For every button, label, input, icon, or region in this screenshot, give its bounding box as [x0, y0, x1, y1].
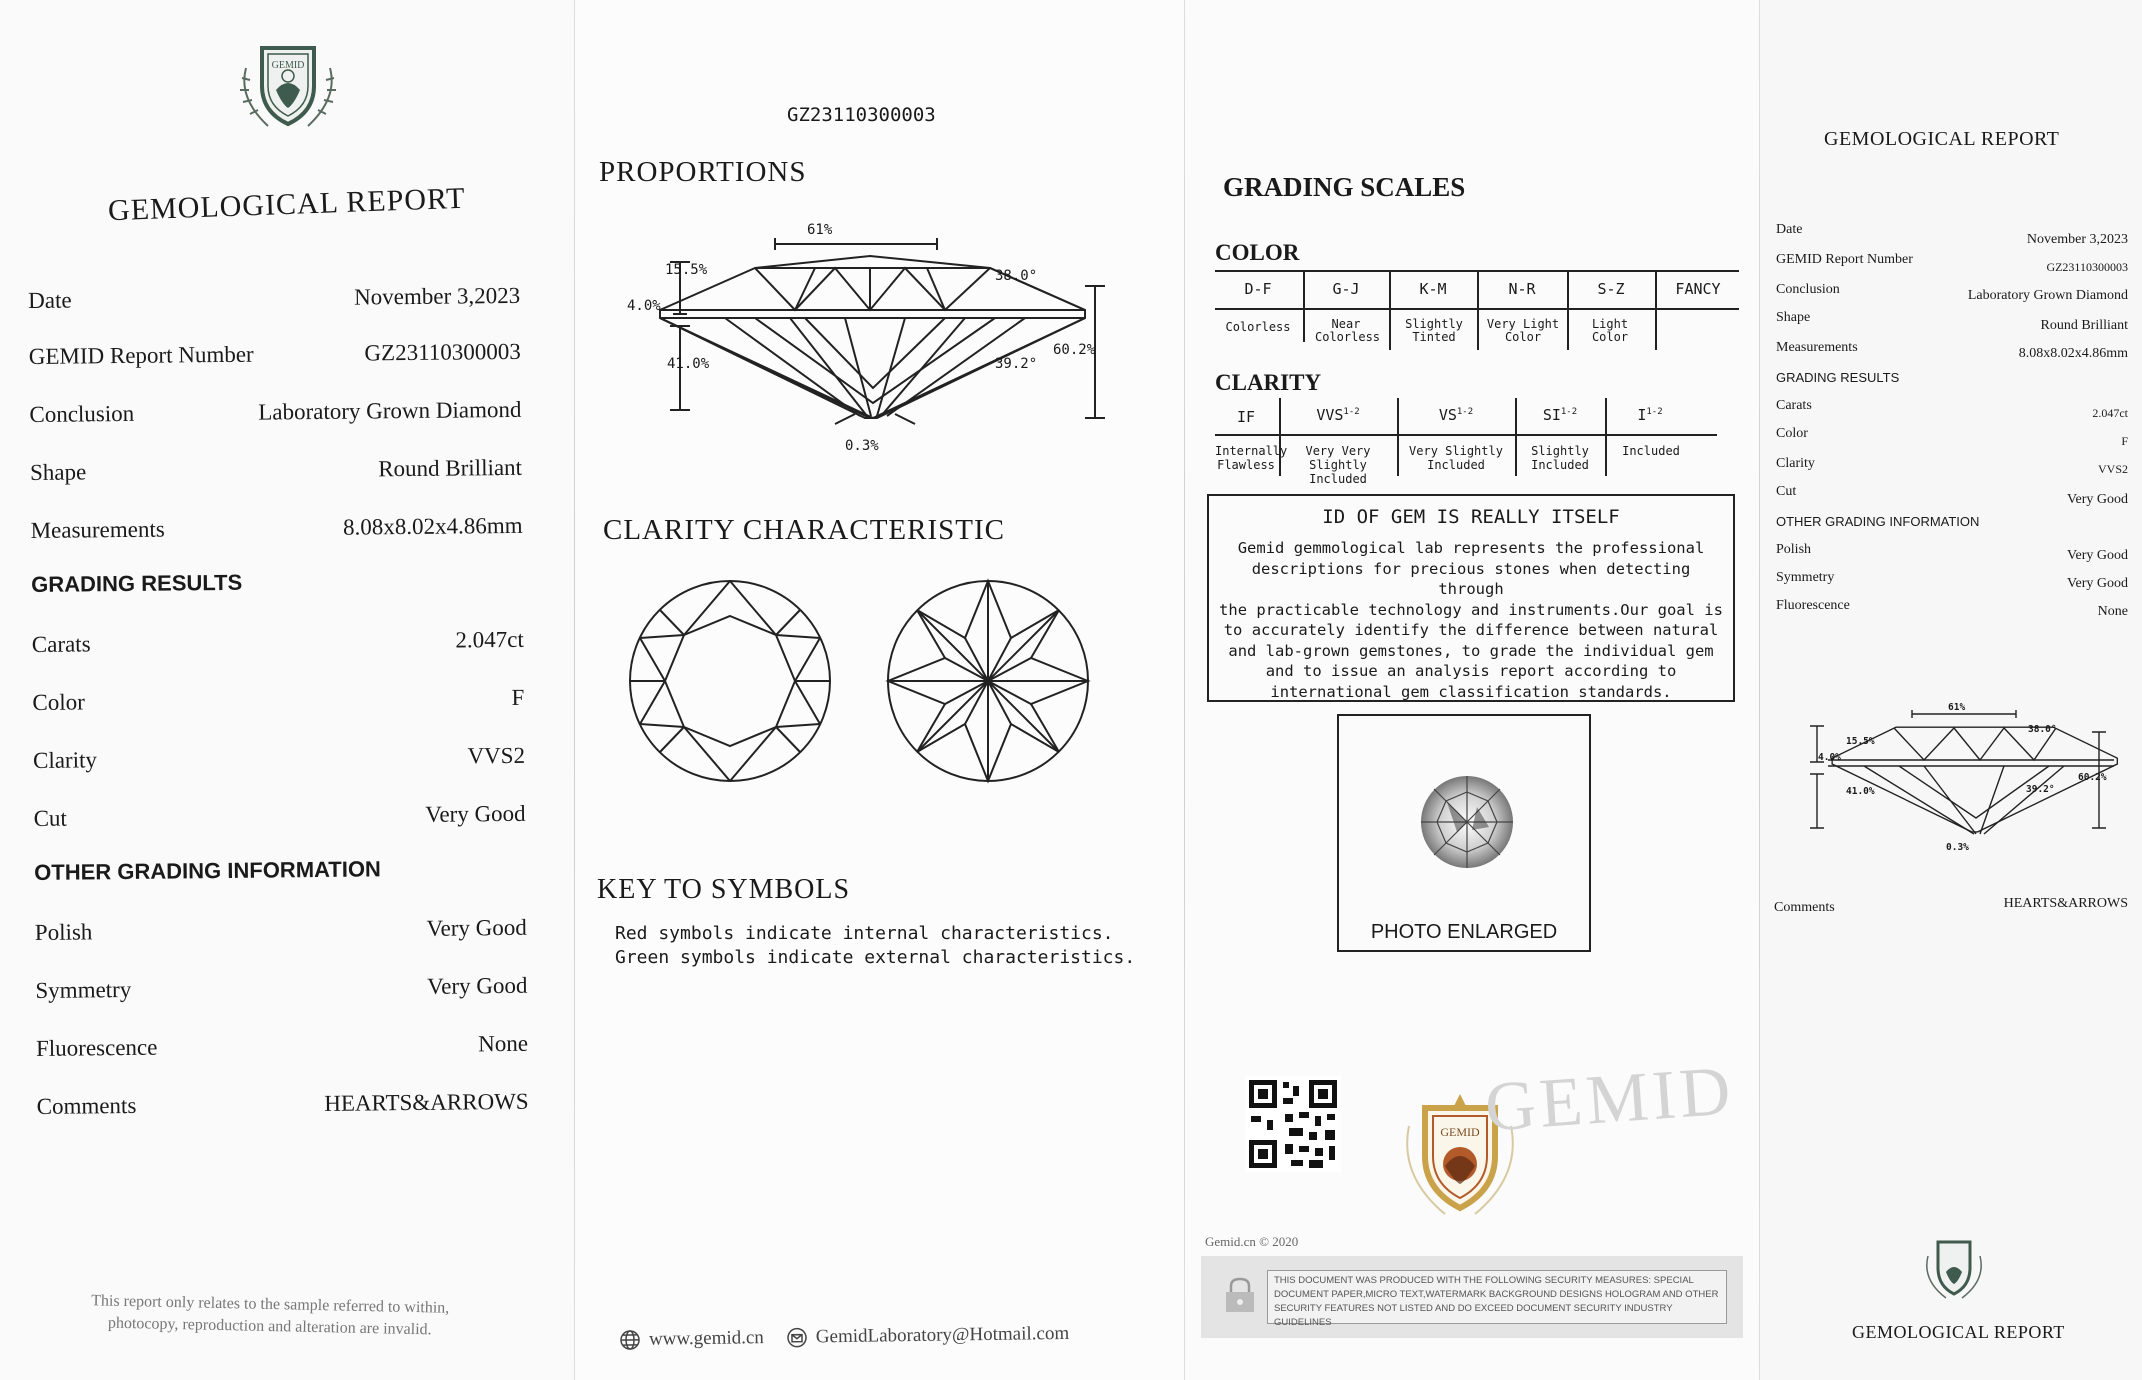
logo-text: GEMID — [271, 60, 305, 71]
grading-label: Color — [32, 689, 85, 715]
color-grade: G-J — [1303, 272, 1387, 342]
mini-label: Measurements — [1776, 340, 1858, 355]
mini-label: Symmetry — [1776, 570, 1835, 585]
color-grade: S-Z — [1567, 272, 1653, 350]
mini-value: Very Good — [2066, 492, 2128, 507]
other-label: Fluorescence — [35, 1034, 158, 1061]
other-row — [36, 1031, 528, 1076]
field-value: November 3,2023 — [353, 282, 521, 310]
comments-value: HEARTS&ARROWS — [324, 1088, 529, 1116]
other-row — [35, 973, 527, 1018]
clarity-grade-text: VS — [1438, 406, 1457, 424]
grading-row — [34, 801, 526, 846]
grading-value: Very Good — [425, 800, 526, 827]
grading-value: VVS2 — [467, 742, 526, 769]
other-grading-heading: OTHER GRADING INFORMATION — [34, 856, 382, 885]
id-box-line: and to issue an analysis report according to — [1265, 662, 1677, 680]
mini-crown-angle: 38.0° — [2028, 724, 2057, 735]
color-desc: Very Light Color — [1486, 317, 1560, 344]
mini-report-title: GEMOLOGICAL REPORT — [1824, 128, 2060, 150]
color-grade: FANCY — [1655, 272, 1739, 350]
key-line-green: Green symbols indicate external characteristics. — [615, 947, 1136, 968]
grading-label: Cut — [33, 805, 68, 831]
id-box-line: Gemid gemmological lab represents the professional — [1237, 539, 1705, 557]
disclaimer-line: This report only relates to the sample referred to within, — [91, 1292, 450, 1317]
mini-comments-value: HEARTS&ARROWS — [2003, 896, 2128, 911]
grading-row — [32, 685, 524, 730]
mini-total-depth: 60.2% — [2078, 772, 2107, 783]
id-box-body — [1217, 538, 1725, 702]
field-value: 8.08x8.02x4.86mm — [342, 512, 523, 540]
summary-panel — [0, 0, 575, 1380]
website-link[interactable]: www.gemid.cn — [648, 1327, 765, 1350]
mini-value: GZ23110300003 — [2046, 260, 2128, 274]
report-number-top: GZ23110300003 — [787, 104, 936, 126]
mini-value: November 3,2023 — [2026, 232, 2128, 247]
id-box-line: international gem classification standards. — [1270, 682, 1672, 701]
id-box-line: descriptions for precious stones when detecting through — [1251, 559, 1691, 598]
photo-box — [1337, 714, 1591, 952]
color-scale — [1215, 270, 1739, 352]
field-label: Measurements — [30, 516, 165, 543]
qr-code-icon[interactable] — [1245, 1076, 1341, 1172]
key-to-symbols-heading: KEY TO SYMBOLS — [597, 874, 851, 905]
mini-value: VVS2 — [2097, 462, 2128, 476]
mini-pavilion-depth: 41.0% — [1846, 786, 1875, 797]
clarity-desc: Internally Flawless — [1215, 444, 1288, 472]
clarity-characteristic-heading: CLARITY CHARACTERISTIC — [603, 514, 1005, 546]
clarity-grade-sup: 1-2 — [1646, 407, 1663, 417]
clarity-scale — [1215, 398, 1717, 486]
disclaimer — [40, 1291, 501, 1341]
clarity-grade-text: IF — [1236, 408, 1256, 426]
field-row — [30, 513, 522, 558]
field-label: GEMID Report Number — [28, 341, 254, 369]
summary-fields — [28, 275, 529, 1140]
mini-label: Fluorescence — [1776, 598, 1850, 613]
grading-label: Carats — [31, 631, 91, 657]
clarity-grade — [1215, 408, 1277, 426]
security-line: SECURITY FEATURES NOT LISTED AND DO EXCEED DOCUMENT SECURITY INDUSTRY GUIDELINES — [1274, 1303, 1673, 1328]
other-value: Very Good — [426, 914, 527, 941]
grading-value: 2.047ct — [455, 626, 524, 653]
comments-row — [37, 1089, 529, 1134]
grading-value: F — [511, 684, 525, 710]
mini-value: Round Brilliant — [2040, 318, 2128, 333]
mini-comments-label: Comments — [1774, 900, 1835, 915]
mini-crown-height: 15.5% — [1846, 736, 1875, 747]
mini-value: 8.08x8.02x4.86mm — [2018, 346, 2128, 361]
diamond-photo-icon — [1417, 772, 1517, 872]
field-value: Laboratory Grown Diamond — [258, 396, 522, 425]
color-desc: Light Color — [1591, 317, 1629, 344]
color-grade: K-M — [1389, 272, 1475, 350]
field-row — [30, 455, 522, 500]
clarity-grade-sup: 1-2 — [1343, 407, 1360, 417]
total-depth: 60.2% — [1053, 342, 1096, 358]
color-grade: D-F — [1244, 280, 1272, 298]
pavilion-depth: 41.0% — [667, 356, 710, 372]
proportions-panel — [575, 0, 1185, 1380]
mini-culet: 0.3% — [1946, 842, 1969, 853]
grading-scales-panel — [1185, 0, 1760, 1380]
grading-scales-heading: GRADING SCALES — [1223, 172, 1466, 202]
mini-value: None — [2097, 604, 2128, 619]
grading-results-heading: GRADING RESULTS — [31, 569, 243, 597]
clarity-plot-diagram — [625, 578, 1155, 788]
id-box-line: and lab-grown gemstones, to grade the individual gem — [1228, 641, 1714, 660]
color-desc: Colorless — [1225, 320, 1291, 334]
photo-label: PHOTO ENLARGED — [1370, 921, 1558, 943]
comments-label: Comments — [36, 1092, 137, 1119]
field-label: Shape — [29, 459, 87, 485]
mini-label: Cut — [1776, 484, 1797, 499]
seal-text: GEMID — [1440, 1125, 1480, 1139]
mini-label: Date — [1776, 222, 1803, 237]
mini-label: GEMID Report Number — [1776, 252, 1913, 267]
culet-pct: 0.3% — [845, 438, 879, 454]
clarity-grade-text: SI — [1542, 406, 1561, 424]
mini-value: 2.047ct — [2092, 406, 2128, 420]
grading-row — [33, 743, 525, 788]
mini-value: Very Good — [2066, 576, 2128, 591]
field-row — [29, 339, 521, 384]
field-label: Date — [28, 287, 72, 313]
mini-pavilion-angle: 39.2° — [2026, 784, 2055, 795]
crown-height: 15.5% — [665, 262, 708, 278]
mini-girdle: 4.0% — [1818, 752, 1841, 763]
girdle-pct: 4.0% — [627, 298, 661, 314]
clarity-desc: Very Slightly Included — [1409, 444, 1503, 472]
mini-table-pct: 61% — [1948, 702, 1966, 713]
other-value: None — [478, 1030, 529, 1057]
mini-proportions-diagram — [1804, 700, 2124, 850]
other-label: Polish — [34, 919, 93, 945]
field-label: Conclusion — [29, 400, 135, 427]
clarity-grade — [1605, 398, 1693, 476]
grading-row — [32, 627, 524, 672]
key-text — [615, 922, 1135, 970]
field-value: Round Brilliant — [378, 454, 523, 482]
mini-gemid-logo-icon — [1918, 1236, 1990, 1306]
clarity-heading: CLARITY — [1215, 370, 1322, 395]
id-box-line: to accurately identify the difference between natural — [1223, 621, 1719, 639]
mini-other-heading: OTHER GRADING INFORMATION — [1776, 514, 1980, 529]
color-heading: COLOR — [1215, 240, 1300, 265]
mini-label: Color — [1776, 426, 1808, 441]
security-strip — [1201, 1256, 1743, 1338]
mini-label: Polish — [1776, 542, 1812, 557]
color-desc: Near Colorless — [1315, 317, 1381, 344]
mini-label: Shape — [1776, 310, 1811, 325]
pavilion-angle: 39.2° — [995, 356, 1038, 372]
mini-label: Carats — [1776, 398, 1812, 413]
globe-icon — [619, 1329, 641, 1351]
id-box — [1207, 494, 1735, 702]
grading-label: Clarity — [32, 747, 98, 773]
id-box-line: the practicable technology and instruments.Our goal is — [1219, 600, 1723, 619]
website-row — [619, 1323, 1069, 1351]
copyright: Gemid.cn © 2020 — [1205, 1234, 1299, 1249]
table-pct: 61% — [807, 222, 833, 238]
mini-value: Very Good — [2066, 548, 2128, 563]
report-title: GEMOLOGICAL REPORT — [107, 181, 467, 228]
email-icon — [786, 1327, 808, 1349]
mini-value: F — [2121, 434, 2128, 448]
mini-label: Clarity — [1776, 456, 1815, 471]
clarity-grade-sup: 1-2 — [1456, 407, 1474, 417]
mini-value: Laboratory Grown Diamond — [1967, 288, 2128, 303]
email-link[interactable]: GemidLaboratory@Hotmail.com — [815, 1322, 1070, 1348]
other-label: Symmetry — [35, 976, 132, 1003]
security-line: DOCUMENT PAPER,MICRO TEXT,WATERMARK BACKGROUND DESIGNS HOLOGRAM AND OTHER — [1274, 1289, 1719, 1300]
summary-mini-panel — [1760, 0, 2142, 1380]
watermark-text: GEMID — [1482, 1052, 1737, 1147]
color-desc: Slightly Tinted — [1405, 317, 1463, 344]
other-value: Very Good — [426, 972, 528, 999]
gemid-logo-icon — [228, 38, 348, 138]
security-text — [1267, 1270, 1727, 1328]
mini-footer-title: GEMOLOGICAL REPORT — [1852, 1322, 2065, 1342]
security-line: THIS DOCUMENT WAS PRODUCED WITH THE FOLLOWING SECURITY MEASURES: SPECIAL — [1274, 1275, 1694, 1286]
id-box-title: ID OF GEM IS REALLY ITSELF — [1322, 506, 1620, 528]
field-row — [29, 397, 521, 442]
clarity-grade-text: VVS — [1316, 406, 1344, 424]
clarity-desc: Very Very Slightly Included — [1305, 444, 1371, 486]
clarity-desc: Included — [1622, 444, 1680, 458]
crown-angle: 38.0° — [995, 268, 1038, 284]
mini-grading-heading: GRADING RESULTS — [1776, 370, 1900, 385]
proportions-heading: PROPORTIONS — [599, 156, 807, 188]
clarity-grade-text: I — [1637, 406, 1647, 424]
padlock-icon — [1223, 1276, 1257, 1314]
color-grade: N-R — [1477, 272, 1565, 350]
disclaimer-line: photocopy, reproduction and alteration are invalid. — [107, 1314, 432, 1339]
key-line-red: Red symbols indicate internal characteristics. — [615, 923, 1114, 944]
field-row — [28, 283, 520, 328]
other-row — [35, 915, 527, 960]
clarity-desc: Slightly Included — [1531, 444, 1589, 472]
mini-label: Conclusion — [1776, 282, 1840, 297]
clarity-grade-sup: 1-2 — [1560, 407, 1578, 417]
field-value: GZ23110300003 — [364, 338, 521, 366]
